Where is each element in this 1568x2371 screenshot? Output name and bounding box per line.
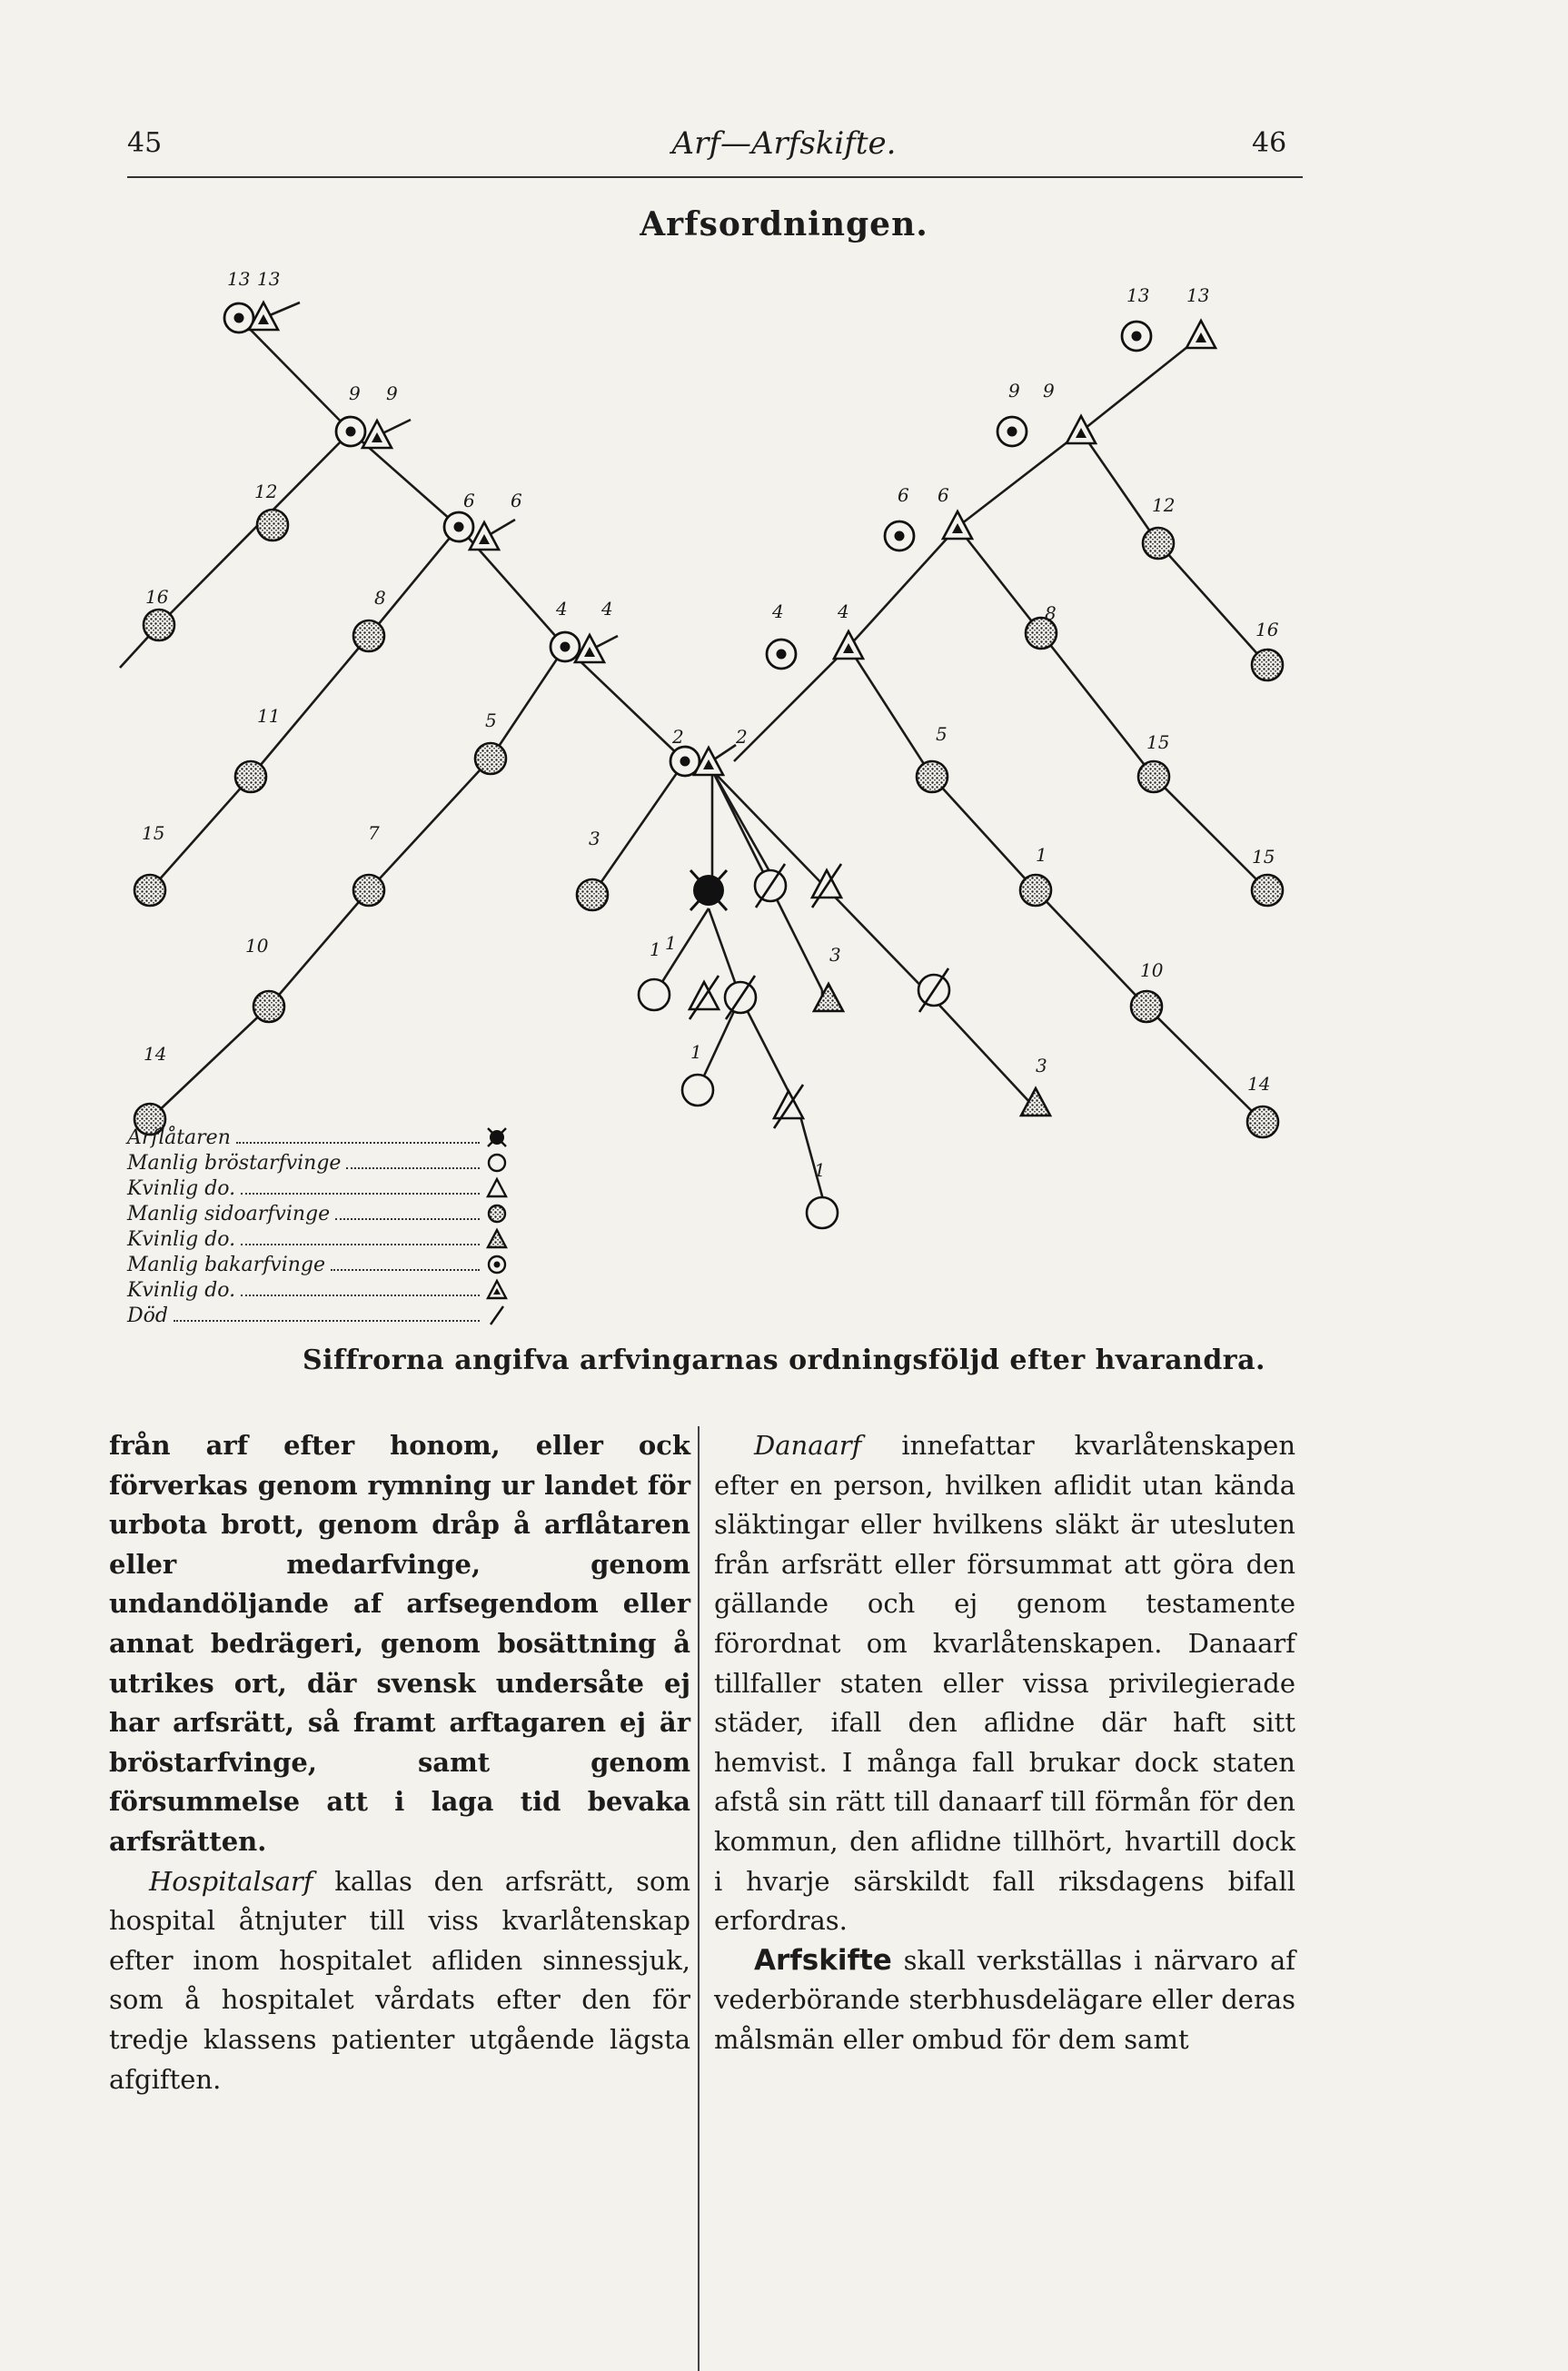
legend-leader xyxy=(335,1207,480,1220)
slash-icon xyxy=(485,1304,509,1327)
order-number: 6 xyxy=(938,484,949,506)
tree-edge xyxy=(369,527,459,636)
order-number: 12 xyxy=(254,481,278,502)
legend-leader xyxy=(236,1131,480,1144)
tree-edge xyxy=(1158,543,1267,665)
order-number: 1 xyxy=(665,932,677,954)
legend-label: Manlig bakarfvinge xyxy=(127,1253,326,1276)
order-number: 8 xyxy=(1045,602,1057,624)
order-number: 3 xyxy=(589,828,600,849)
stippled-node xyxy=(144,610,174,640)
order-number: 13 xyxy=(227,268,251,290)
legend-row xyxy=(127,1277,509,1303)
order-number: 3 xyxy=(829,944,841,966)
order-number: 13 xyxy=(257,268,281,290)
tree-edge xyxy=(1036,890,1146,1007)
dotted-circle-icon xyxy=(485,1202,509,1225)
dotcircle-node xyxy=(444,512,473,541)
order-number: 2 xyxy=(736,726,748,748)
dotcircle-node xyxy=(885,521,914,551)
dot-triangle-node xyxy=(943,511,972,539)
paragraph-text: skall verkställas i närvaro af vederbörande sterbhusdelägare eller deras målsmän eller ombud för dem samt xyxy=(714,1944,1295,2055)
order-number: 4 xyxy=(601,598,613,620)
order-number: 1 xyxy=(690,1041,702,1063)
order-number: 9 xyxy=(349,382,361,404)
page-number-right: 46 xyxy=(1252,127,1287,159)
dot-triangle-node xyxy=(362,421,392,448)
open-circle-icon xyxy=(485,1151,509,1175)
stippled-node xyxy=(235,761,266,792)
stippled-node xyxy=(577,879,608,910)
legend-row xyxy=(127,1226,509,1252)
page-number-left: 45 xyxy=(127,127,163,159)
legend-row xyxy=(127,1125,509,1150)
tree-edge xyxy=(159,432,351,625)
order-number: 9 xyxy=(386,382,398,404)
order-number: 1 xyxy=(650,938,661,960)
tree-edge xyxy=(239,318,351,432)
legend-leader xyxy=(241,1284,480,1296)
order-number: 3 xyxy=(1036,1055,1047,1076)
stippled-node xyxy=(1143,528,1174,559)
stippled-node xyxy=(353,620,384,651)
order-number: 13 xyxy=(1186,284,1210,306)
order-number: 1 xyxy=(814,1159,826,1181)
open-node xyxy=(639,979,670,1010)
dotcircle-node xyxy=(551,632,580,661)
black-node xyxy=(690,870,727,910)
order-number: 6 xyxy=(898,484,909,506)
order-number: 1 xyxy=(1036,844,1047,866)
tree-edge xyxy=(958,527,1041,633)
paragraph xyxy=(109,1862,690,2100)
order-number: 15 xyxy=(142,822,165,844)
dot-triangle-icon xyxy=(485,1278,509,1302)
order-number: 15 xyxy=(1146,731,1170,753)
tree-edge xyxy=(1154,777,1267,890)
tree-edge xyxy=(1081,432,1158,543)
right-column xyxy=(714,1426,1295,2060)
diagram-caption: Siffrorna angifva arfvingarnas ordningsföljd efter hvarandra. xyxy=(303,1344,1265,1376)
open-node xyxy=(807,1197,838,1228)
header-rule xyxy=(127,176,1303,178)
order-number: 16 xyxy=(145,586,169,608)
dot-triangle-node xyxy=(1067,416,1096,443)
legend-label: Kvinlig do. xyxy=(127,1278,236,1302)
order-number: 9 xyxy=(1043,380,1055,402)
legend-row xyxy=(127,1201,509,1226)
tree-edge xyxy=(491,647,565,759)
stippled-node xyxy=(257,510,288,541)
stippled-node xyxy=(1131,991,1162,1022)
dotcircle-node xyxy=(767,640,796,669)
tree-edge xyxy=(958,432,1081,527)
legend-row xyxy=(127,1252,509,1277)
paragraph xyxy=(714,1941,1295,2060)
legend-label: Död xyxy=(127,1304,168,1327)
stippled-node xyxy=(1252,650,1283,680)
order-number: 16 xyxy=(1255,619,1279,640)
order-number: 5 xyxy=(936,723,948,745)
tree-edge xyxy=(1041,633,1154,777)
open-node xyxy=(682,1075,713,1106)
order-number: 9 xyxy=(1008,380,1020,402)
dotcircle-node xyxy=(997,417,1027,446)
order-number: 13 xyxy=(1126,284,1150,306)
order-number: 14 xyxy=(144,1043,167,1065)
order-number: 6 xyxy=(511,490,522,511)
tree-edge xyxy=(565,647,685,761)
stippled-node xyxy=(1020,875,1051,906)
order-number: 5 xyxy=(485,709,497,731)
paragraph-text: innefattar kvarlåtenskapen efter en person, hvilken aflidit utan kända släktingar eller hvilkens släkt är utesluten från arfsrätt eller försummat att göra den gällande och ej genom testamente förordnat om kvarlåtenskapen. Danaarf tillfaller staten eller vissa privilegierade städer, ifall den aflidne där haft sitt hemvist. I många fall brukar dock staten afstå sin rätt till danaarf till förmån för den kommun, den aflidne tillhört, hvartill dock i hvarje särskildt fall riksdagens bifall erfordras. xyxy=(714,1430,1295,1937)
legend-leader xyxy=(331,1258,480,1271)
tree-edge xyxy=(150,777,251,890)
stippled-node xyxy=(1138,761,1169,792)
dot-triangle-node xyxy=(1186,321,1216,348)
legend-label: Arflåtaren xyxy=(127,1126,231,1149)
paragraph xyxy=(714,1426,1295,1941)
diagram-legend xyxy=(127,1125,509,1328)
order-number: 6 xyxy=(463,490,475,511)
tree-edge xyxy=(269,890,369,1007)
legend-leader xyxy=(241,1233,480,1245)
paragraph: från arf efter honom, eller ock förverkas genom rymning ur landet för urbota brott, genom dråp å arflåtaren eller medarfvinge, genom undandöljande af arfsegendom eller annat bedrägeri, genom bosättning å utrikes ort, där svensk undersåte ej har arfsrätt, så framt arftagaren ej är bröstarfvinge, samt genom försummelse att i laga tid bevaka arfsrätten. xyxy=(109,1430,690,1857)
tree-edge xyxy=(932,777,1036,890)
stippled-node xyxy=(253,991,284,1022)
term: Hospitalsarf xyxy=(149,1865,313,1897)
tree-edge xyxy=(369,759,491,890)
order-number: 4 xyxy=(556,598,568,620)
order-number: 10 xyxy=(1140,959,1164,981)
tree-edge xyxy=(934,999,1031,1104)
order-number: 10 xyxy=(245,935,269,957)
dotcircle-node xyxy=(336,417,365,446)
legend-label: Kvinlig do. xyxy=(127,1176,236,1200)
legend-label: Manlig bröstarfvinge xyxy=(127,1151,342,1175)
section-title: Arfsordningen. xyxy=(640,205,928,243)
lead-term: Arfskifte xyxy=(754,1943,892,1977)
stippled-node xyxy=(134,875,165,906)
legend-label: Manlig sidoarfvinge xyxy=(127,1202,331,1225)
dot-circle-icon xyxy=(485,1253,509,1276)
tree-edge xyxy=(1146,1007,1263,1122)
legend-leader xyxy=(346,1156,480,1169)
tree-edge xyxy=(150,1007,269,1119)
order-number: 15 xyxy=(1252,846,1275,868)
tree-edge xyxy=(592,761,685,895)
stippled-triangle-node xyxy=(1021,1088,1050,1116)
order-number: 4 xyxy=(838,600,849,622)
order-number: 4 xyxy=(772,600,784,622)
order-number: 14 xyxy=(1247,1073,1271,1095)
order-number: 7 xyxy=(368,822,380,844)
legend-deceased-icon xyxy=(485,1126,509,1149)
legend-row xyxy=(127,1150,509,1176)
legend-leader xyxy=(174,1309,480,1322)
stippled-node xyxy=(1252,875,1283,906)
stippled-node xyxy=(917,761,948,792)
term: Danaarf xyxy=(754,1430,862,1461)
stippled-node xyxy=(353,875,384,906)
paragraph-text: kallas den arfsrätt, som hospital åtnjuter till viss kvarlåtenskap efter inom hospitalet afliden sinnessjuk, som å hospitalet vårdats efter den för tredje klassens patienter utgående lägsta afgiften. xyxy=(109,1865,690,2095)
tree-edge xyxy=(849,647,932,777)
running-title: Arf—Arfskifte. xyxy=(671,125,897,162)
stippled-node xyxy=(475,743,506,774)
legend-leader xyxy=(241,1182,480,1195)
left-column xyxy=(109,1426,690,2099)
open-triangle-icon xyxy=(485,1176,509,1200)
column-divider xyxy=(698,1426,700,2371)
legend-label: Kvinlig do. xyxy=(127,1227,236,1251)
order-number: 2 xyxy=(672,726,684,748)
order-number: 12 xyxy=(1152,494,1176,516)
order-number: 8 xyxy=(374,587,386,609)
dotcircle-node xyxy=(1122,322,1151,351)
stippled-node xyxy=(1247,1106,1278,1137)
legend-row xyxy=(127,1303,509,1328)
stippled-triangle-node xyxy=(814,984,843,1011)
dotted-triangle-icon xyxy=(485,1227,509,1251)
order-number: 11 xyxy=(257,705,281,727)
legend-row xyxy=(127,1176,509,1201)
